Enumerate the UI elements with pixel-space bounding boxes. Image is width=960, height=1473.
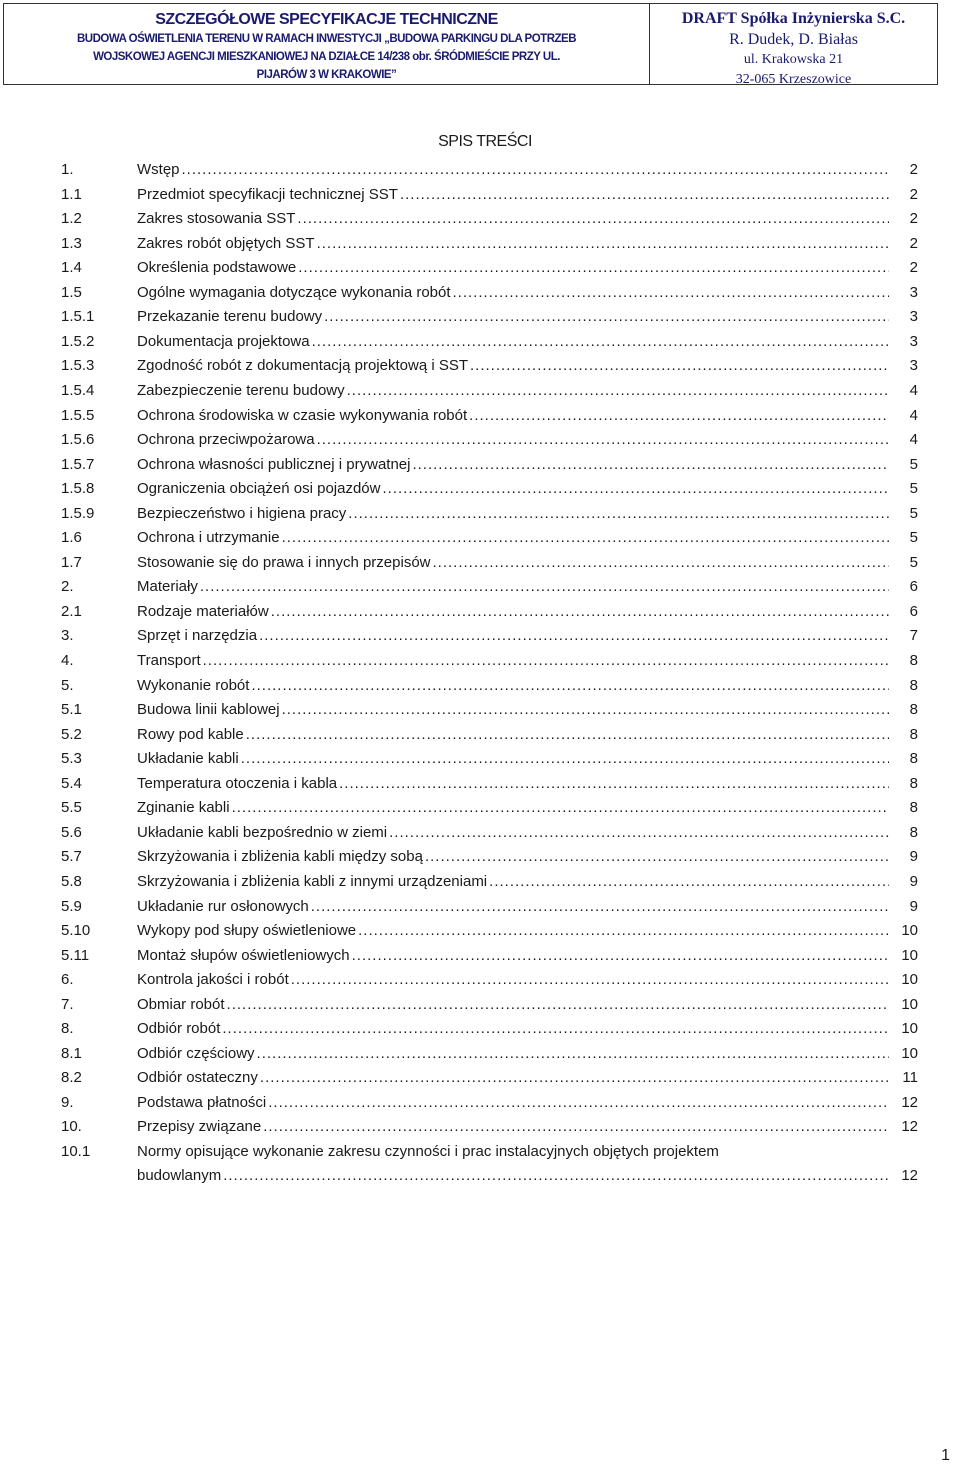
toc-entry[interactable] [0,330,960,354]
toc-entry-page: 8 [909,823,918,841]
toc-entry-page: 4 [909,431,918,449]
header-title-cell [4,4,650,84]
toc-entry-number: 1. [61,161,74,178]
toc-entry-page: 12 [901,1167,918,1184]
toc-entry-number: 1.5.5 [61,406,95,424]
toc-entry-title: Budowa linii kablowej ..... [137,698,889,722]
toc-entry-title: Ograniczenia obciążeń osi pojazdów ..... [137,477,889,501]
toc-entry-page: 10 [901,1044,918,1062]
toc-entry[interactable] [0,183,960,207]
toc-entry-title-continued: budowlanym ..... [137,1164,889,1188]
toc-entry-title: Zabezpieczenie terenu budowy ..... [137,379,889,403]
toc-entry-number: 1.5.3 [61,357,95,375]
toc-entry-page: 5 [909,480,918,498]
document-header [3,3,938,85]
header-subtitle-line1: BUDOWA OŚWIETLENIA TERENU W RAMACH INWESTYCJI „BUDOWA PARKINGU DLA POTRZEB [76,33,576,45]
toc-entry[interactable] [0,575,960,599]
toc-entry-page: 3 [909,357,918,375]
toc-entry[interactable] [0,453,960,477]
toc-entry-number: 2.1 [61,602,82,620]
toc-entry-title: Zginanie kabli ..... [137,796,889,820]
toc-entry-number: 3. [61,627,74,645]
toc-entry-title: Ochrona środowiska w czasie wykonywania robót ..... [137,404,889,428]
toc-entry-number: 6. [61,971,74,989]
toc-entry[interactable] [0,968,960,992]
header-subtitle-line2: WOJSKOWEJ AGENCJI MIESZKANIOWEJ NA DZIAŁCE 14/238 obr. ŚRÓDMIEŚCIE PRZY UL. [93,51,560,63]
toc-entry-number: 8.2 [61,1069,82,1087]
toc-entry[interactable] [0,698,960,722]
toc-entry-number: 1.1 [61,185,82,203]
toc-entry[interactable] [0,1042,960,1066]
toc-entry-number: 5.11 [61,946,90,964]
toc-entry-page: 3 [909,332,918,350]
toc-entry-title: Zakres robót objętych SST ..... [137,232,889,256]
toc-entry[interactable] [0,821,960,845]
toc-entry[interactable] [0,502,960,526]
toc-entry-page: 3 [909,308,918,326]
toc-entry[interactable] [0,747,960,771]
toc-entry-page: 5 [909,553,918,571]
toc-entry[interactable] [0,305,960,329]
toc-entry-page: 8 [909,774,918,792]
toc-entry-number: 8.1 [61,1044,82,1062]
toc-entry-number: 5.10 [61,922,91,940]
toc-entry[interactable] [0,993,960,1017]
toc-entry-title: Kontrola jakości i robót ..... [137,968,889,992]
toc-entry-page: 4 [909,381,918,399]
toc-entry-page: 3 [909,283,918,301]
toc-entry[interactable] [0,207,960,231]
toc-entry-page: 2 [909,185,918,203]
toc-entry-title: Montaż słupów oświetleniowych ..... [137,944,889,968]
toc-entry-title: Układanie kabli ..... [137,747,889,771]
toc-entry[interactable] [0,1140,960,1188]
toc-entry-title: Wykonanie robót ..... [137,674,889,698]
toc-entry-page: 2 [909,161,918,178]
toc-entry[interactable] [0,1017,960,1041]
toc-entry-title: Układanie rur osłonowych ..... [137,895,889,919]
toc-entry-number: 1.5.6 [61,431,95,449]
toc-entry-page: 4 [909,406,918,424]
toc-entry[interactable] [0,772,960,796]
company-city: 32-065 Krzeszowice [735,72,852,87]
toc-entry-number: 1.5.8 [61,480,95,498]
toc-entry-number: 5.2 [61,725,82,743]
toc-entry-number: 5.3 [61,750,82,768]
toc-entry[interactable] [0,624,960,648]
toc-entry[interactable] [0,919,960,943]
toc-entry-number: 1.3 [61,234,82,252]
toc-entry-number: 5.5 [61,799,82,817]
toc-title: SPIS TREŚCI [438,133,532,150]
header-subtitle-line3: PIJARÓW 3 W KRAKOWIE” [256,69,397,81]
toc-entry-title: Dokumentacja projektowa ..... [137,330,889,354]
toc-entry-title: Odbiór częściowy ..... [137,1042,889,1066]
toc-entry-title: Przedmiot specyfikacji technicznej SST ..... [137,183,889,207]
toc-entry-number: 7. [61,995,74,1013]
toc-entry[interactable] [0,1091,960,1115]
toc-entry-number: 5.9 [61,897,82,915]
toc-entry-number: 5.4 [61,774,82,792]
toc-entry-number: 1.5.7 [61,455,95,473]
toc-entry[interactable] [0,845,960,869]
toc-entry-number: 5.1 [61,701,82,719]
toc-entry-page: 9 [909,872,918,890]
toc-entry-title: Materiały ..... [137,575,889,599]
toc-entry-page: 8 [909,750,918,768]
toc-entry[interactable] [0,600,960,624]
toc-entry-number: 1.6 [61,529,82,547]
toc-entry-number: 1.5.1 [61,308,95,326]
toc-entry-page: 11 [902,1069,918,1087]
toc-entry-page: 8 [909,725,918,743]
toc-entry-title: Ogólne wymagania dotyczące wykonania robót ..... [137,281,889,305]
toc-entry-page: 2 [909,259,918,277]
toc-entry-page: 9 [909,848,918,866]
header-company-cell [650,4,937,87]
toc-entry-number: 1.7 [61,553,82,571]
toc-entry-title: Skrzyżowania i zbliżenia kabli między sobą ..... [137,845,889,869]
toc-entry-title: Określenia podstawowe ..... [137,256,889,280]
toc-entry-page: 8 [909,701,918,719]
toc-entry-title: Transport ..... [137,649,889,673]
toc-entry-title: Przekazanie terenu budowy ..... [137,305,889,329]
toc-entry[interactable] [0,674,960,698]
toc-entry-page: 8 [909,652,918,669]
toc-entry-number: 1.5.9 [61,504,95,522]
toc-entry-title: Stosowanie się do prawa i innych przepisów ..... [137,551,889,575]
toc-entry[interactable] [0,526,960,550]
toc-entry-page: 5 [909,504,918,522]
toc-entry-number: 1.5.4 [61,381,95,399]
toc-entry-page: 10 [901,971,918,989]
toc-entry-title: Temperatura otoczenia i kabla ..... [137,772,889,796]
toc-entry-number: 1.4 [61,259,82,277]
page-number: 1 [941,1447,950,1464]
toc-entry-title: Wykopy pod słupy oświetleniowe ..... [137,919,889,943]
toc-entry-number: 10. [61,1118,82,1136]
toc-entry-page: 10 [901,946,918,964]
toc-entry-page: 10 [901,922,918,940]
toc-entry-title: Odbiór robót ..... [137,1017,889,1041]
toc-entry-title: Obmiar robót ..... [137,993,889,1017]
toc-entry-title: Rodzaje materiałów ..... [137,600,889,624]
toc-entry-number: 5.7 [61,848,82,866]
toc-entry-title: Podstawa płatności ..... [137,1091,889,1115]
toc-entry-page: 10 [901,1020,918,1038]
toc-entry[interactable] [0,281,960,305]
toc-entry-title: Wstęp ..... [137,158,889,182]
toc-entry[interactable] [0,158,960,182]
toc-entry[interactable] [0,551,960,575]
toc-entry[interactable] [0,232,960,256]
toc-entry-title: Skrzyżowania i zbliżenia kabli z innymi urządzeniami ..... [137,870,889,894]
toc-entry-page: 12 [901,1093,918,1111]
toc-entry[interactable] [0,723,960,747]
toc-entry[interactable] [0,477,960,501]
toc-entry-page: 6 [909,602,918,620]
toc-entry-number: 4. [61,652,74,669]
toc-entry-title: Rowy pod kable ..... [137,723,889,747]
toc-entry[interactable] [0,379,960,403]
toc-entry-number: 5.6 [61,823,82,841]
toc-entry-number: 1.2 [61,210,82,228]
toc-entry-number: 5. [61,676,74,694]
toc-entry-page: 5 [909,455,918,473]
header-title: SZCZEGÓŁOWE SPECYFIKACJE TECHNICZNE [155,11,498,28]
toc-entry-number: 1.5.2 [61,332,95,350]
toc-entry-title: Zgodność robót z dokumentacją projektową i SST ..... [137,354,889,378]
toc-entry-title: Przepisy związane ..... [137,1115,889,1139]
toc-entry[interactable] [0,895,960,919]
toc-entry-page: 2 [909,210,918,228]
toc-entry-page: 12 [901,1118,918,1136]
toc-entry-title: Ochrona przeciwpożarowa ..... [137,428,889,452]
toc-entry[interactable] [0,256,960,280]
company-partners: R. Dudek, D. Białas [729,31,858,48]
toc-entry-title: Odbiór ostateczny ..... [137,1066,889,1090]
toc-entry-title: Bezpieczeństwo i higiena pracy ..... [137,502,889,526]
toc-entry[interactable] [0,428,960,452]
toc-entry-number: 9. [61,1093,74,1111]
toc-entry-number: 5.8 [61,872,82,890]
toc-entry-page: 8 [909,799,918,817]
toc-entry[interactable] [0,1115,960,1139]
toc-entry[interactable] [0,354,960,378]
toc-entry-page: 2 [909,234,918,252]
toc-entry[interactable] [0,649,960,673]
toc-entry-page: 10 [901,995,918,1013]
toc-entry[interactable] [0,796,960,820]
toc-entry-number: 2. [61,578,74,596]
toc-entry-page: 7 [909,627,918,645]
toc-entry-title: Ochrona własności publicznej i prywatnej ..... [137,453,889,477]
toc-entry[interactable] [0,870,960,894]
toc-entry-title: Zakres stosowania SST ..... [137,207,889,231]
company-street: ul. Krakowska 21 [743,52,844,67]
company-name: DRAFT Spółka Inżynierska S.C. [681,10,906,27]
toc-entry-page: 9 [909,897,918,915]
toc-entry-title: Sprzęt i narzędzia ..... [137,624,889,648]
toc-entry[interactable] [0,1066,960,1090]
toc-entry-number: 10.1 [61,1143,91,1160]
toc-entry-page: 6 [909,578,918,596]
toc-entry-page: 5 [909,529,918,547]
toc-entry-title: Układanie kabli bezpośrednio w ziemi ..... [137,821,889,845]
toc-entry[interactable] [0,944,960,968]
toc-entry[interactable] [0,404,960,428]
toc-entry-title: Normy opisujące wykonanie zakresu czynności i prac instalacyjnych objętych projektem [137,1143,719,1160]
toc-entry-number: 1.5 [61,283,82,301]
toc-entry-number: 8. [61,1020,74,1038]
toc-entry-title: Ochrona i utrzymanie ..... [137,526,889,550]
toc-entry-page: 8 [909,676,918,694]
